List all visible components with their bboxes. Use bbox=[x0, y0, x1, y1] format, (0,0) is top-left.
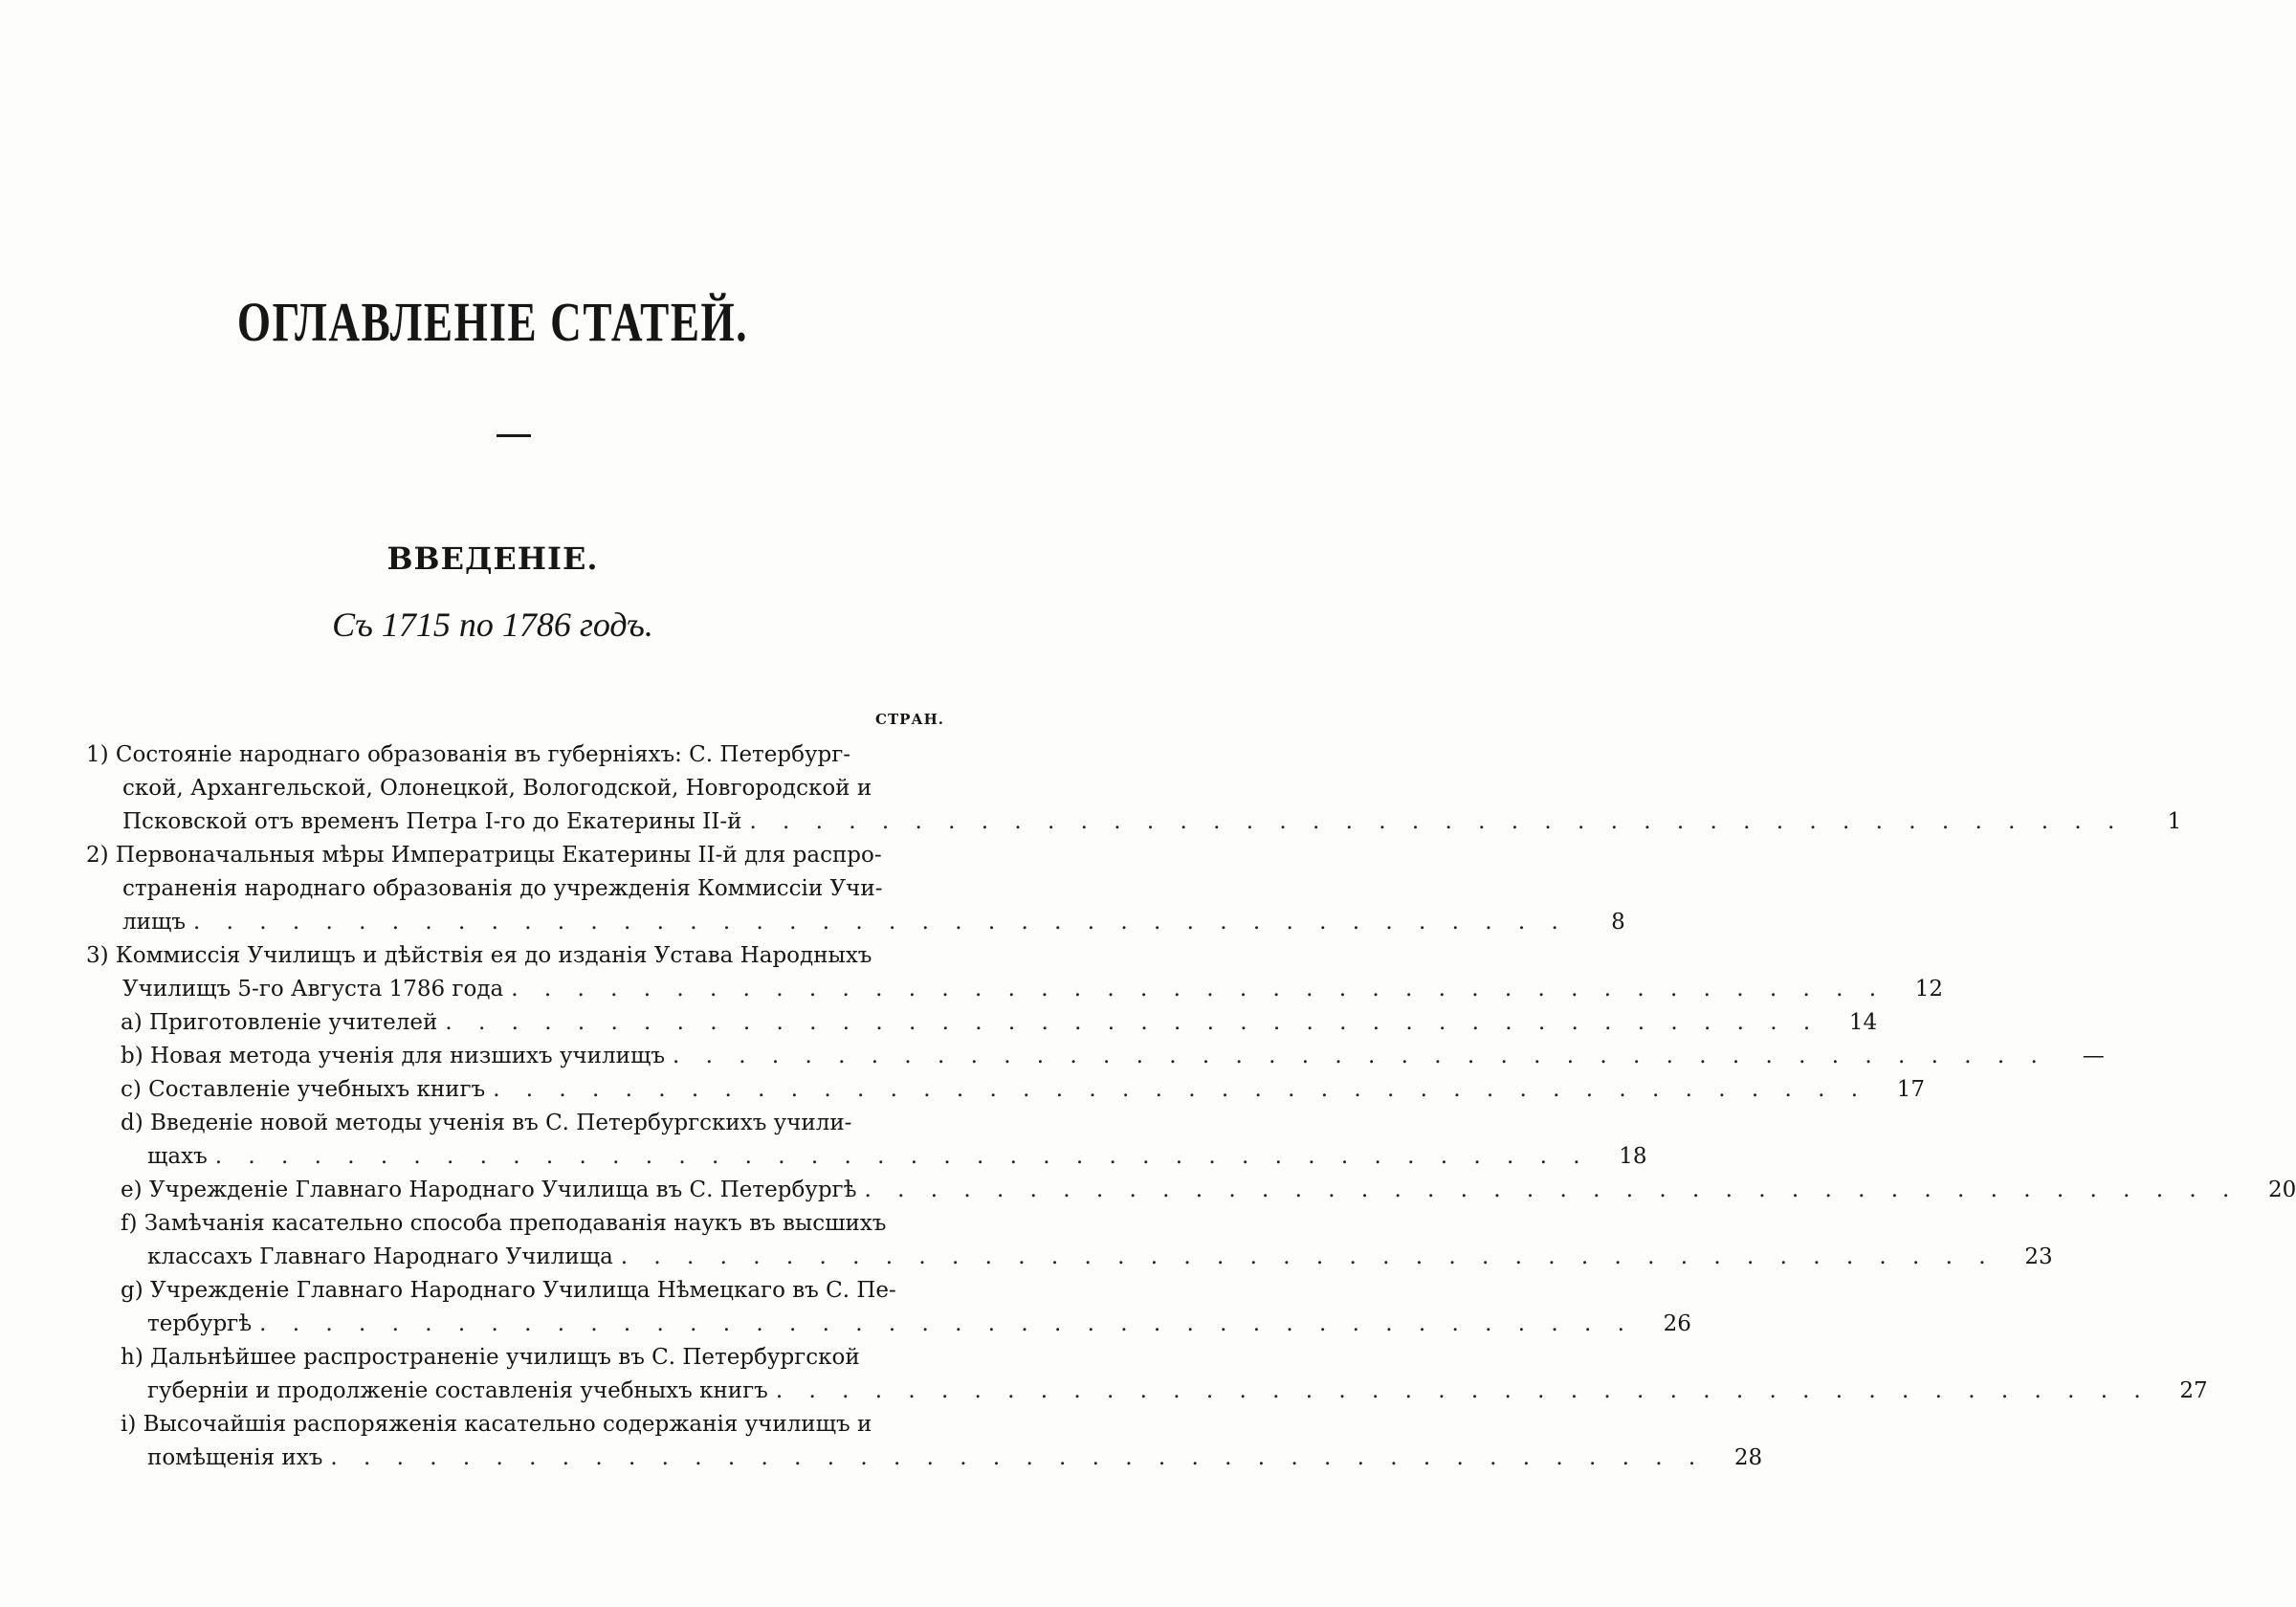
toc-leader-dots: . . . . . . . . . . . . . . . . . . . . . . . . . . . . . . . . . . . . . . . . . . bbox=[214, 1144, 1590, 1169]
page-column-label: СТРАН. bbox=[875, 711, 944, 728]
toc-page-number: 27 bbox=[2179, 1378, 2208, 1403]
toc-entry-line: страненія народнаго образованія до учрежденія Коммиссіи Учи- bbox=[122, 876, 883, 901]
toc-page-number: 17 bbox=[1896, 1077, 1926, 1102]
toc-page-number: 8 bbox=[1611, 910, 1625, 935]
toc-entry bbox=[86, 939, 1944, 1006]
toc-entry bbox=[86, 1040, 2105, 1073]
toc-leader-dots: . . . . . . . . . . . . . . . . . . . . . . . . . . . . . . . . . . . . . . . . . . bbox=[192, 910, 1568, 935]
toc-entry-text: b) Новая метода ученія для низшихъ училищъ bbox=[147, 1040, 665, 1073]
toc-leader-dots: . . . . . . . . . . . . . . . . . . . . . . . . . . . . . . . . . . . . . . . . . . bbox=[330, 1445, 1706, 1470]
toc-entry-text: классахъ Главнаго Народнаго Училища bbox=[147, 1244, 613, 1269]
toc-entry-marker: i) bbox=[121, 1412, 144, 1437]
toc-leader-dots: . . . . . . . . . . . . . . . . . . . . . . . . . . . . . . . . . . . . . . . . . . bbox=[620, 1244, 1996, 1269]
toc-entry-marker: f) bbox=[121, 1211, 144, 1236]
toc-entry-marker: d) bbox=[121, 1111, 151, 1135]
toc-leader-dots: . . . . . . . . . . . . . . . . . . . . . . . . . . . . . . . . . . . . . . . . . . bbox=[493, 1077, 1868, 1102]
toc-entry-text: тербургѣ bbox=[147, 1311, 253, 1336]
toc-entry-line: h) Дальнѣйшее распространеніе училищъ въ С. Петербургской bbox=[86, 1341, 957, 1375]
toc-entry-marker: e) bbox=[121, 1178, 149, 1202]
toc-entry-marker: a) bbox=[121, 1010, 149, 1035]
toc-leader-dots: . . . . . . . . . . . . . . . . . . . . . . . . . . . . . . . . . . . . . . . . . . bbox=[864, 1178, 2240, 1202]
toc-entry-line: 1) Состояніе народнаго образованія въ губерніяхъ: С. Петербург- bbox=[86, 738, 957, 772]
toc-entry-marker: 2) bbox=[86, 843, 116, 868]
toc-entry bbox=[86, 1006, 1878, 1040]
toc-leader-dots: . . . . . . . . . . . . . . . . . . . . . . . . . . . . . . . . . . . . . . . . . . bbox=[775, 1378, 2151, 1403]
toc-entry-marker: 3) bbox=[86, 943, 116, 968]
toc-entry bbox=[86, 1341, 2208, 1408]
toc-page-number: 23 bbox=[2024, 1244, 2053, 1269]
toc-leader-dots: . . . . . . . . . . . . . . . . . . . . . . . . . . . . . . . . . . . . . . . . . . bbox=[259, 1311, 1634, 1336]
toc-entry-marker: g) bbox=[121, 1278, 151, 1303]
toc-entry-text: e) Учрежденіе Главнаго Народнаго Училища въ С. Петербургѣ bbox=[147, 1174, 856, 1207]
toc-page-number: 14 bbox=[1848, 1010, 1878, 1035]
toc-entry-marker: 1) bbox=[86, 742, 116, 767]
toc-entry bbox=[86, 1174, 2296, 1207]
toc-entry-line: 3) Коммиссія Училищъ и дѣйствія ея до изданія Устава Народныхъ bbox=[86, 939, 957, 973]
toc-entry bbox=[86, 1408, 1763, 1475]
toc-page-number: 1 bbox=[2167, 809, 2182, 834]
toc-entry-text: помѣщенія ихъ bbox=[147, 1445, 323, 1470]
toc-entry-line: ской, Архангельской, Олонецкой, Вологодской, Новгородской и bbox=[122, 776, 872, 801]
toc-entry bbox=[86, 1274, 1691, 1341]
toc-entry-text: Псковской отъ временъ Петра I-го до Екатерины II-й bbox=[122, 809, 742, 834]
toc-entry-text: c) Составленіе учебныхъ книгъ bbox=[147, 1073, 485, 1107]
toc-entry-text: губерніи и продолженіе составленія учебныхъ книгъ bbox=[147, 1378, 768, 1403]
toc-entry-line: d) Введеніе новой методы ученія въ С. Петербургскихъ учили- bbox=[86, 1107, 957, 1140]
toc-entry-line: g) Учрежденіе Главнаго Народнаго Училища Нѣмецкаго въ С. Пе- bbox=[86, 1274, 957, 1308]
toc-entry-line: i) Высочайшія распоряженія касательно содержанія училищъ и bbox=[86, 1408, 957, 1442]
section-years: Съ 1715 по 1786 годъ. bbox=[332, 605, 653, 644]
toc-page-number: 12 bbox=[1914, 977, 1944, 1002]
toc-leader-dots: . . . . . . . . . . . . . . . . . . . . . . . . . . . . . . . . . . . . . . . . . . bbox=[511, 977, 1887, 1002]
toc-entry-marker: h) bbox=[121, 1345, 151, 1370]
toc-entry bbox=[86, 839, 1625, 939]
toc-page-number: — bbox=[2082, 1044, 2105, 1068]
toc-entry-text: Училищъ 5-го Августа 1786 года bbox=[122, 977, 504, 1002]
toc-page-number: 28 bbox=[1733, 1445, 1763, 1470]
toc-page-number: 18 bbox=[1619, 1144, 1647, 1169]
toc-leader-dots: . . . . . . . . . . . . . . . . . . . . . . . . . . . . . . . . . . . . . . . . . . bbox=[672, 1044, 2047, 1068]
toc-entry bbox=[86, 1107, 1647, 1174]
title-rule bbox=[497, 434, 531, 437]
toc-entry-marker: b) bbox=[121, 1044, 151, 1068]
toc-entry-text: лищъ bbox=[122, 910, 186, 935]
toc-entry bbox=[86, 738, 2182, 839]
table-of-contents bbox=[86, 738, 2296, 1475]
toc-page-number: 26 bbox=[1663, 1311, 1691, 1336]
toc-entry bbox=[86, 1073, 1926, 1107]
toc-leader-dots: . . . . . . . . . . . . . . . . . . . . . . . . . . . . . . . . . . . . . . . . . . bbox=[445, 1010, 1821, 1035]
toc-page-number: 20 bbox=[2268, 1178, 2296, 1202]
toc-entry-marker: c) bbox=[121, 1077, 149, 1102]
toc-entry-line: 2) Первоначальныя мѣры Императрицы Екатерины II-й для распро- bbox=[86, 839, 957, 872]
page-title: ОГЛАВЛЕНІЕ СТАТЕЙ. bbox=[236, 291, 749, 353]
toc-entry bbox=[86, 1207, 2053, 1274]
toc-leader-dots: . . . . . . . . . . . . . . . . . . . . . . . . . . . . . . . . . . . . . . . . . . bbox=[749, 809, 2125, 834]
toc-entry-text: щахъ bbox=[147, 1144, 208, 1169]
section-heading: ВВЕДЕНІЕ. bbox=[386, 540, 599, 577]
toc-entry-line: f) Замѣчанія касательно способа преподаванія наукъ въ высшихъ bbox=[86, 1207, 957, 1241]
toc-entry-text: a) Приготовленіе учителей bbox=[147, 1006, 437, 1040]
